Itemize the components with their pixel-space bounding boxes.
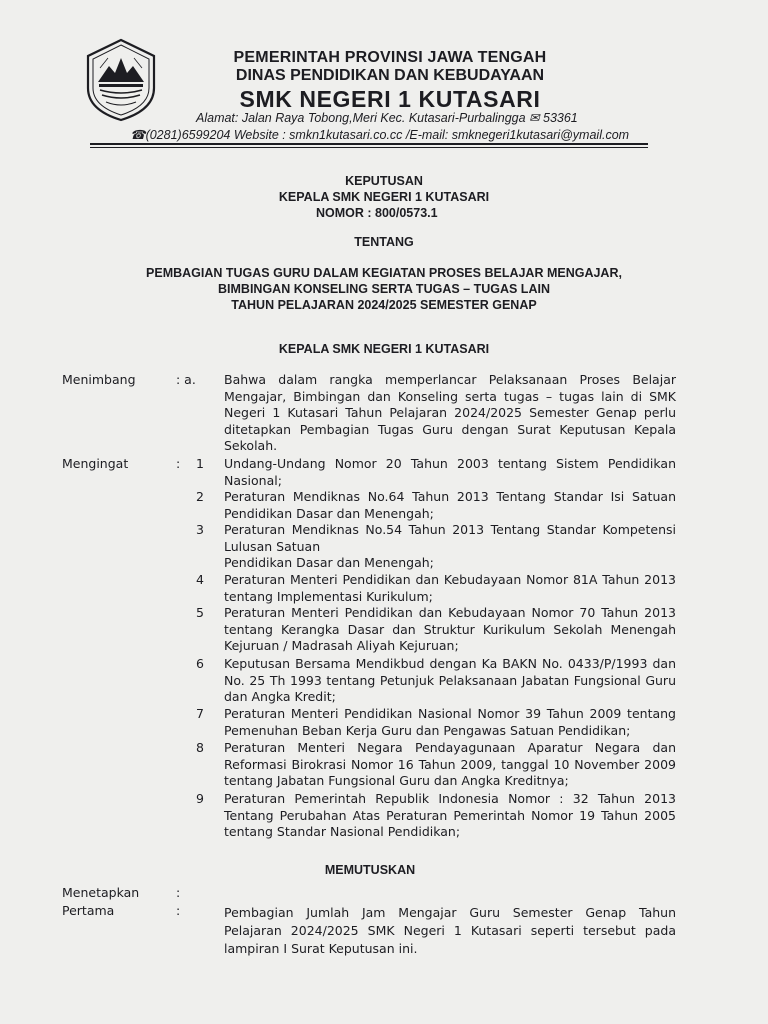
menimbang-text-line: Bahwa dalam rangka memperlancar Pelaksanaan Proses Belajar [224,372,676,387]
title-subject-line-1: PEMBAGIAN TUGAS GURU DALAM KEGIATAN PROSES BELAJAR MENGAJAR, [146,266,622,280]
mengingat-item-line: Peraturan Pemerintah Republik Indonesia Nomor : 32 Tahun 2013 [224,791,676,806]
mengingat-item-line: Tentang Perubahan Atas Peraturan Pemerintah Nomor 19 Tahun 2005 [224,807,676,823]
mengingat-item-line: tentang Kerangka Dasar dan Struktur Kurikulum Sekolah Menengah [224,621,676,637]
mengingat-item-line: Pemenuhan Beban Kerja Guru dan Pengawas Satuan Pendidikan; [224,722,631,738]
mengingat-item-line: Pendidikan Dasar dan Menengah; [224,505,434,521]
pertama-text-line: Pembagian Jumlah Jam Mengajar Guru Semester Genap Tahun [224,905,676,920]
menimbang-label: Menimbang [62,372,136,387]
title-kepala-heading: KEPALA SMK NEGERI 1 KUTASARI [278,342,490,356]
letterhead-rule-thick [90,143,648,145]
mengingat-item-number: 4 [196,572,204,587]
mengingat-item-number: 8 [196,740,204,755]
menimbang-text-line: Negeri 1 Kutasari Tahun Pelajaran 2024/2025 Semester Genap perlu [224,405,676,420]
mengingat-item-line: Nasional; [224,472,282,488]
letterhead-school-name: SMK NEGERI 1 KUTASARI [239,86,541,112]
title-subject-line-3: TAHUN PELAJARAN 2024/2025 SEMESTER GENAP [231,298,537,312]
letterhead-department: DINAS PENDIDIKAN DAN KEBUDAYAAN [235,67,545,84]
mengingat-item-line: tentang Jabatan Fungsional Guru dan Angka Kreditnya; [224,773,569,788]
letterhead-government: PEMERINTAH PROVINSI JAWA TENGAH [233,49,547,66]
mengingat-item-line: Pendidikan Dasar dan Menengah; [224,555,434,570]
mengingat-item-line: tentang Implementasi Kurikulum; [224,588,433,604]
mengingat-item-line: No. 25 Th 1993 tentang Petunjuk Pelaksanaan Jabatan Fungsional Guru [224,672,676,688]
mengingat-item-line: Lulusan Satuan [224,538,321,554]
pertama-text-line: lampiran I Surat Keputusan ini. [224,941,418,956]
menimbang-text-line: Mengajar, Bimbingan dan Konseling serta tugas – tugas lain di SMK [224,388,676,404]
menimbang-text-line: ditetapkan Pembagian Tugas Guru dengan Surat Keputusan Kepala [224,421,676,437]
title-kepala: KEPALA SMK NEGERI 1 KUTASARI [278,190,490,204]
mengingat-item-number: 6 [196,656,204,671]
letterhead-address: Alamat: Jalan Raya Tobong,Meri Kec. Kutasari-Purbalingga ✉ 53361 [196,111,578,125]
mengingat-item-line: tentang Standar Nasional Pendidikan; [224,824,461,839]
letterhead-contact: ☎(0281)6599204 Website : smkn1kutasari.co.cc /E-mail: smknegeri1kutasari@ymail.com [130,128,630,142]
title-keputusan: KEPUTUSAN [345,174,423,188]
letterhead-rule-thin [90,147,648,148]
mengingat-item-line: Keputusan Bersama Mendikbud dengan Ka BAKN No. 0433/P/1993 dan [224,656,676,671]
title-subject-line-2: BIMBINGAN KONSELING SERTA TUGAS – TUGAS LAIN [218,282,550,296]
mengingat-item-line: dan Angka Kredit; [224,689,336,704]
pertama-label: Pertama [62,903,115,918]
mengingat-item-line: Reformasi Birokrasi Nomor 16 Tahun 2009, tanggal 10 November 2009 [224,756,676,772]
mengingat-item-line: Peraturan Menteri Pendidikan Nasional Nomor 39 Tahun 2009 tentang [224,706,676,721]
memutuskan-heading: MEMUTUSKAN [324,863,416,877]
mengingat-item-line: Peraturan Menteri Negara Pendayagunaan Aparatur Negara dan [224,740,676,755]
mengingat-item-line: Peraturan Mendiknas No.54 Tahun 2013 Tentang Standar Kompetensi [224,522,676,537]
mengingat-item-line: Peraturan Menteri Pendidikan dan Kebudayaan Nomor 81A Tahun 2013 [224,572,676,587]
mengingat-item-line: Peraturan Mendiknas No.64 Tahun 2013 Tentang Standar Isi Satuan [224,489,676,504]
title-tentang: TENTANG [354,235,414,249]
mengingat-item-number: 2 [196,489,204,504]
mengingat-item-number: 7 [196,706,204,721]
pertama-text-line: Pelajaran 2024/2025 SMK Negeri 1 Kutasari seperti tersebut pada [224,923,676,938]
title-nomor: NOMOR : 800/0573.1 [316,206,438,220]
menimbang-colon: : a. [176,372,196,387]
mengingat-item-line: Undang-Undang Nomor 20 Tahun 2003 tentang Sistem Pendidikan [224,456,676,471]
mengingat-item-number: 3 [196,522,204,537]
menimbang-text-line: Sekolah. [224,438,278,453]
mengingat-item-number: 1 [196,456,204,471]
mengingat-colon: : [176,456,181,471]
pertama-colon: : [176,903,181,918]
mengingat-label: Mengingat [62,456,129,471]
menetapkan-colon: : [176,885,181,900]
menetapkan-label: Menetapkan [62,885,140,900]
mengingat-item-line: Kejuruan / Madrasah Aliyah Kejuruan; [224,638,459,653]
mengingat-item-line: Peraturan Menteri Pendidikan dan Kebudayaan Nomor 70 Tahun 2013 [224,605,676,620]
mengingat-item-number: 5 [196,605,204,620]
mengingat-item-number: 9 [196,791,204,806]
